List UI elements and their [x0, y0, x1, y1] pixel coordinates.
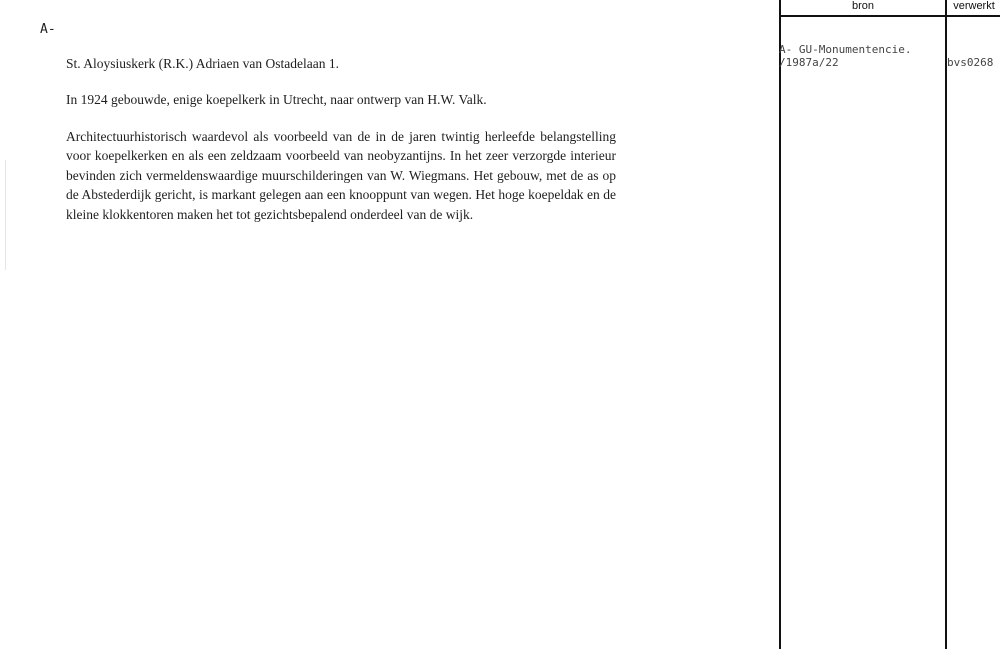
source-reference-line2: /1987a/22	[779, 56, 839, 69]
table-border-left	[779, 0, 781, 649]
source-reference-line1: A- GU-Monumentencie.	[779, 43, 912, 56]
processed-code: bvs0268	[947, 56, 994, 69]
monument-title: St. Aloysiuskerk (R.K.) Adriaen van Ostadelaan 1.	[66, 56, 339, 71]
column-header-verwerkt: verwerkt	[953, 0, 995, 12]
monument-intro: In 1924 gebouwde, enige koepelkerk in Utrecht, naar ontwerp van H.W. Valk.	[66, 92, 487, 107]
table-border-middle	[945, 0, 947, 649]
column-header-bron: bron	[851, 0, 875, 12]
margin-mark: A-	[40, 22, 56, 37]
monument-description: Architectuurhistorisch waardevol als voorbeeld van de in de jaren twintig herleefde belangstelling voor koepelkerken en als een zeldzaam voorbeeld van neobyzantijns. In het zeer verzorgde interieur bevinden zich vermeldenswaardige muurschilderingen van W. Wiegmans. Het gebouw, met de as op de Abstederdijk gericht, is markant gelegen aan een knooppunt van wegen. Het hoge koepeldak en de kleine klokkentoren maken het tot gezichtsbepalend onderdeel van de wijk.	[66, 129, 616, 222]
source-reference	[779, 43, 911, 69]
table-header-rule	[780, 15, 1000, 17]
scan-gutter-line	[5, 160, 6, 270]
